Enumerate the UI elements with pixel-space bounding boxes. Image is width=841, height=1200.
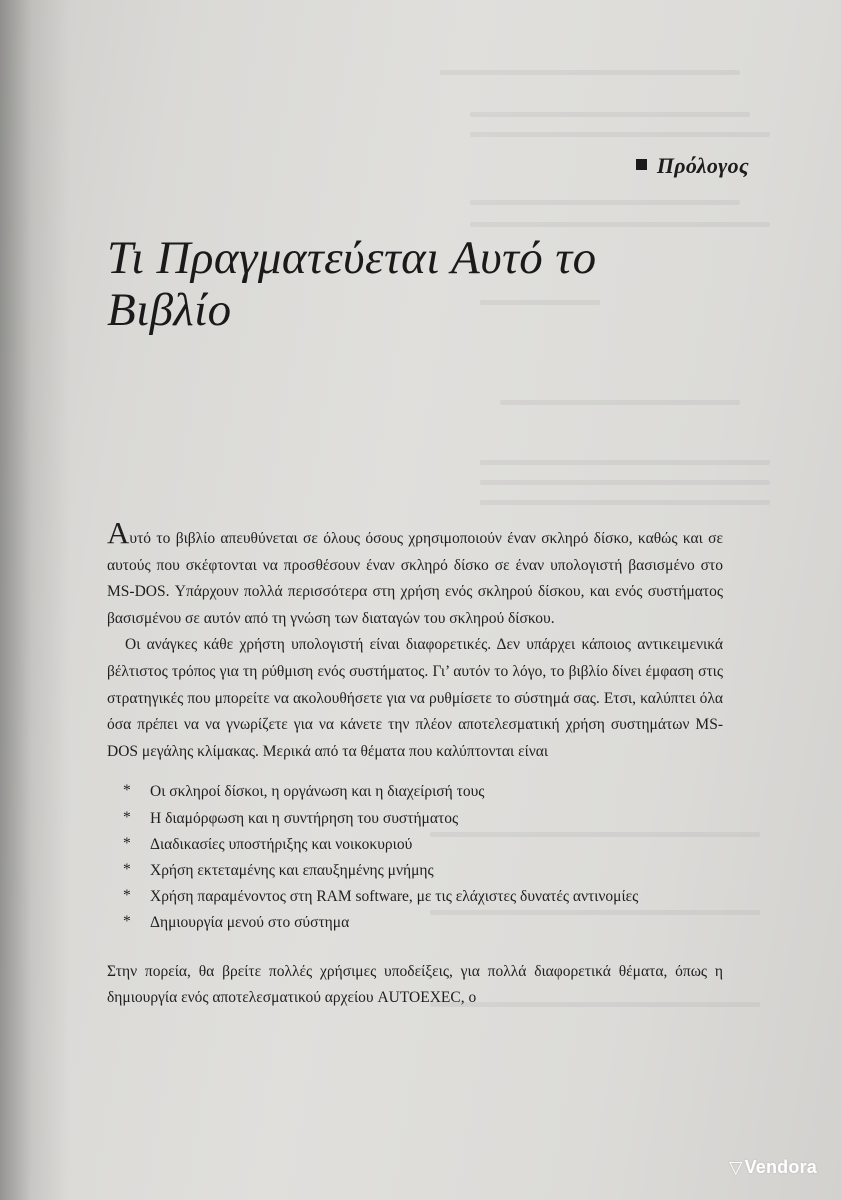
list-item [107,884,723,910]
paragraph-2: Οι ανάγκες κάθε χρήστη υπολογιστή είναι διαφορετικές. Δεν υπάρχει κάποιος αντικειμενικά βέλτιστος τρόπος για τη ρύθμιση ενός συστήματος. Γι’ αυτόν το λόγο, το βιβλίο δίνει έμφαση στις στρατηγικές που μπορείτε να ακολουθήσετε για να ρυθμίσετε το σύστημά σας. Ετσι, καλύπτει όλα όσα πρέπει να να γνωρίζετε για να κάνετε την πλέον αποτελεσματική χρήση συστημάτων MS-DOS μεγάλης κλίμακας. Μερικά από τα θέματα που καλύπτονται είναι [107,636,723,760]
chapter-label [636,153,749,179]
asterisk-bullet-icon: * [123,782,131,800]
list-item-text: Διαδικασίες υποστήριξης και νοικοκυριού [150,835,413,853]
page-title-line-1: Τι Πραγματεύεται Αυτό το [107,232,597,284]
paragraph-1-text: υτό το βιβλίο απευθύνεται σε όλους όσους χρησιμοποιούν έναν σκληρό δίσκο, καθώς και σε αυτούς που σκέφτονται να προσθέσουν έναν σκληρό δίσκο σε έναν υπολογιστή βασισμένο στο MS-DOS. Υπάρχουν πολλά περισσότερα στη χρήση ενός σκληρού δίσκου, και ενός συστήματος βασισμένου σε αυτόν από τη γνώση των διαταγών του σκληρού δίσκου. [107,530,723,627]
list-item-text: Χρήση παραμένοντος στη RAM software, με τις ελάχιστες δυνατές αντινομίες [150,888,639,906]
list-item [107,779,723,805]
list-item-text: Χρήση εκτεταμένης και επαυξημένης μνήμης [150,861,434,879]
asterisk-bullet-icon: * [123,808,131,826]
asterisk-bullet-icon: * [123,834,131,852]
body-text [107,515,723,1012]
page-title [107,232,767,336]
square-bullet-icon [636,159,647,170]
list-item-text: Η διαμόρφωση και η συντήρηση του συστήματος [150,809,459,827]
list-item [107,806,723,832]
topics-list [107,779,723,936]
drop-cap: Α [107,515,130,550]
paragraph-1 [107,515,723,632]
chapter-label-text: Πρόλογος [656,153,749,178]
list-item [107,832,723,858]
list-item-text: Οι σκληροί δίσκοι, η οργάνωση και η διαχείρισή τους [150,783,485,801]
list-item [107,910,723,936]
vendora-triangle-icon: ▽ [729,1158,743,1177]
paragraph-3: Στην πορεία, θα βρείτε πολλές χρήσιμες υποδείξεις, για πολλά διαφορετικά θέματα, όπως η δημιουργία ενός αποτελεσματικού αρχείου AUTOEXEC, ο [107,962,723,1007]
list-item [107,858,723,884]
list-item-text: Δημιουργία μενού στο σύστημα [150,914,350,932]
vendora-watermark [729,1157,817,1178]
page-title-line-2: Βιβλίο [107,284,232,336]
asterisk-bullet-icon: * [123,860,131,878]
binding-shadow [0,0,70,1200]
watermark-text: Vendora [744,1157,817,1177]
asterisk-bullet-icon: * [123,913,131,931]
asterisk-bullet-icon: * [123,887,131,905]
